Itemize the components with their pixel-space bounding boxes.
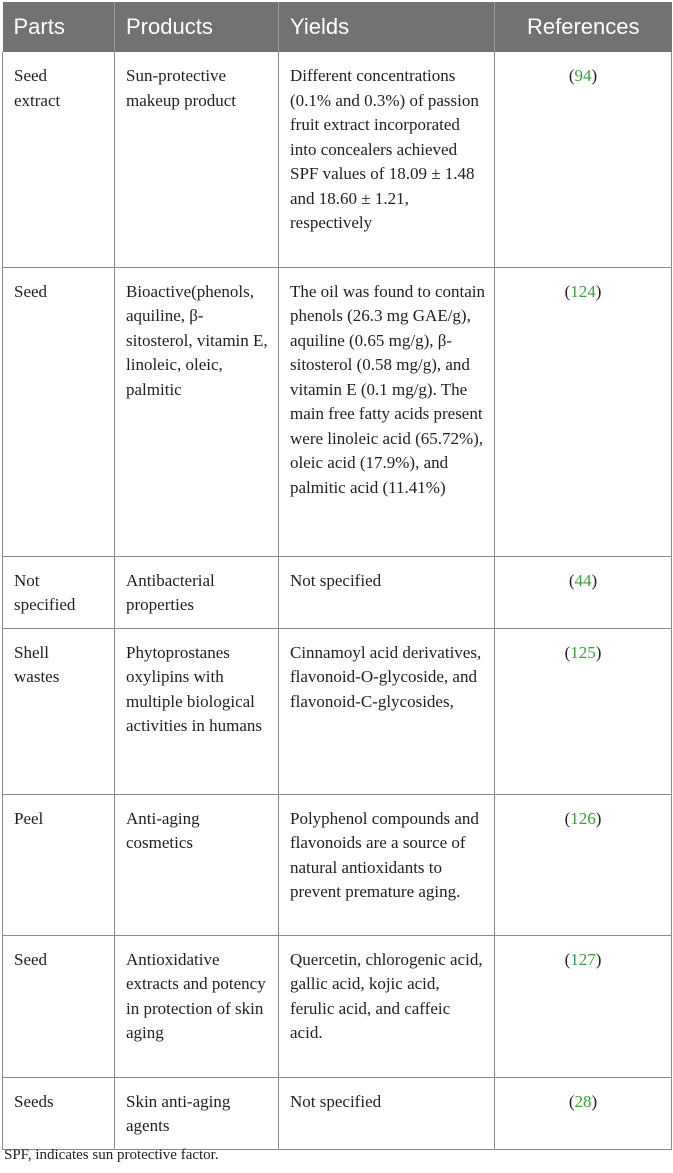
cell-product: Anti-aging cosmetics bbox=[115, 794, 279, 935]
cell-yield: The oil was found to contain phenols (26.3 mg GAE/g), aquiline (0.65 mg/g), β-sitosterol (0.58 mg/g), and vitamin E (0.1 mg/g). The main free fatty acids present were linoleic acid (65.72%), oleic acid (17.9%), and palmitic acid (11.41%) bbox=[279, 267, 495, 556]
header-yields: Yields bbox=[279, 2, 495, 52]
table-row bbox=[3, 556, 672, 628]
cell-yield: Polyphenol compounds and flavonoids are a source of natural antioxidants to prevent premature aging. bbox=[279, 794, 495, 935]
data-table-container bbox=[2, 2, 671, 1150]
header-products: Products bbox=[115, 2, 279, 52]
cell-part: Shell wastes bbox=[3, 628, 115, 794]
cell-product: Skin anti-aging agents bbox=[115, 1077, 279, 1149]
header-row bbox=[3, 2, 672, 52]
table-row bbox=[3, 794, 672, 935]
cell-product: Bioactive(phenols, aquiline, β-sitosterol, vitamin E, linoleic, oleic, palmitic bbox=[115, 267, 279, 556]
table-header bbox=[3, 2, 672, 52]
cell-product: Sun-protective makeup product bbox=[115, 52, 279, 267]
cell-reference: (44) bbox=[495, 556, 672, 628]
header-references: References bbox=[495, 2, 672, 52]
reference-link[interactable]: 124 bbox=[570, 281, 596, 301]
passion-fruit-applications-table bbox=[2, 2, 672, 1150]
cell-product: Phytoprostanes oxylipins with multiple biological activities in humans bbox=[115, 628, 279, 794]
cell-yield: Different concentrations (0.1% and 0.3%) of passion fruit extract incorporated into concealers achieved SPF values of 18.09 ± 1.48 and 18.60 ± 1.21, respectively bbox=[279, 52, 495, 267]
cell-yield: Not specified bbox=[279, 556, 495, 628]
table-row bbox=[3, 628, 672, 794]
cell-part: Seed extract bbox=[3, 52, 115, 267]
cell-reference: (94) bbox=[495, 52, 672, 267]
cell-reference: (126) bbox=[495, 794, 672, 935]
table-footnote: SPF, indicates sun protective factor. bbox=[4, 1147, 219, 1163]
cell-part: Seed bbox=[3, 267, 115, 556]
cell-part: Peel bbox=[3, 794, 115, 935]
cell-yield: Quercetin, chlorogenic acid, gallic acid, kojic acid, ferulic acid, and caffeic acid. bbox=[279, 935, 495, 1077]
reference-link[interactable]: 28 bbox=[574, 1091, 592, 1111]
reference-link[interactable]: 126 bbox=[570, 808, 596, 828]
table-row bbox=[3, 935, 672, 1077]
reference-link[interactable]: 125 bbox=[570, 642, 596, 662]
cell-yield: Not specified bbox=[279, 1077, 495, 1149]
table-row bbox=[3, 52, 672, 267]
cell-part: Seeds bbox=[3, 1077, 115, 1149]
cell-part: Not specified bbox=[3, 556, 115, 628]
cell-reference: (125) bbox=[495, 628, 672, 794]
header-parts: Parts bbox=[3, 2, 115, 52]
cell-product: Antibacterial properties bbox=[115, 556, 279, 628]
cell-yield: Cinnamoyl acid derivatives, flavonoid-O-glycoside, and flavonoid-C-glycosides, bbox=[279, 628, 495, 794]
cell-part: Seed bbox=[3, 935, 115, 1077]
reference-link[interactable]: 127 bbox=[570, 949, 596, 969]
table-row bbox=[3, 1077, 672, 1149]
cell-reference: (127) bbox=[495, 935, 672, 1077]
table-row bbox=[3, 267, 672, 556]
table-body bbox=[3, 52, 672, 1149]
cell-reference: (28) bbox=[495, 1077, 672, 1149]
reference-link[interactable]: 94 bbox=[574, 66, 592, 85]
cell-reference: (124) bbox=[495, 267, 672, 556]
reference-link[interactable]: 44 bbox=[574, 570, 592, 590]
cell-product: Antioxidative extracts and potency in protection of skin aging bbox=[115, 935, 279, 1077]
